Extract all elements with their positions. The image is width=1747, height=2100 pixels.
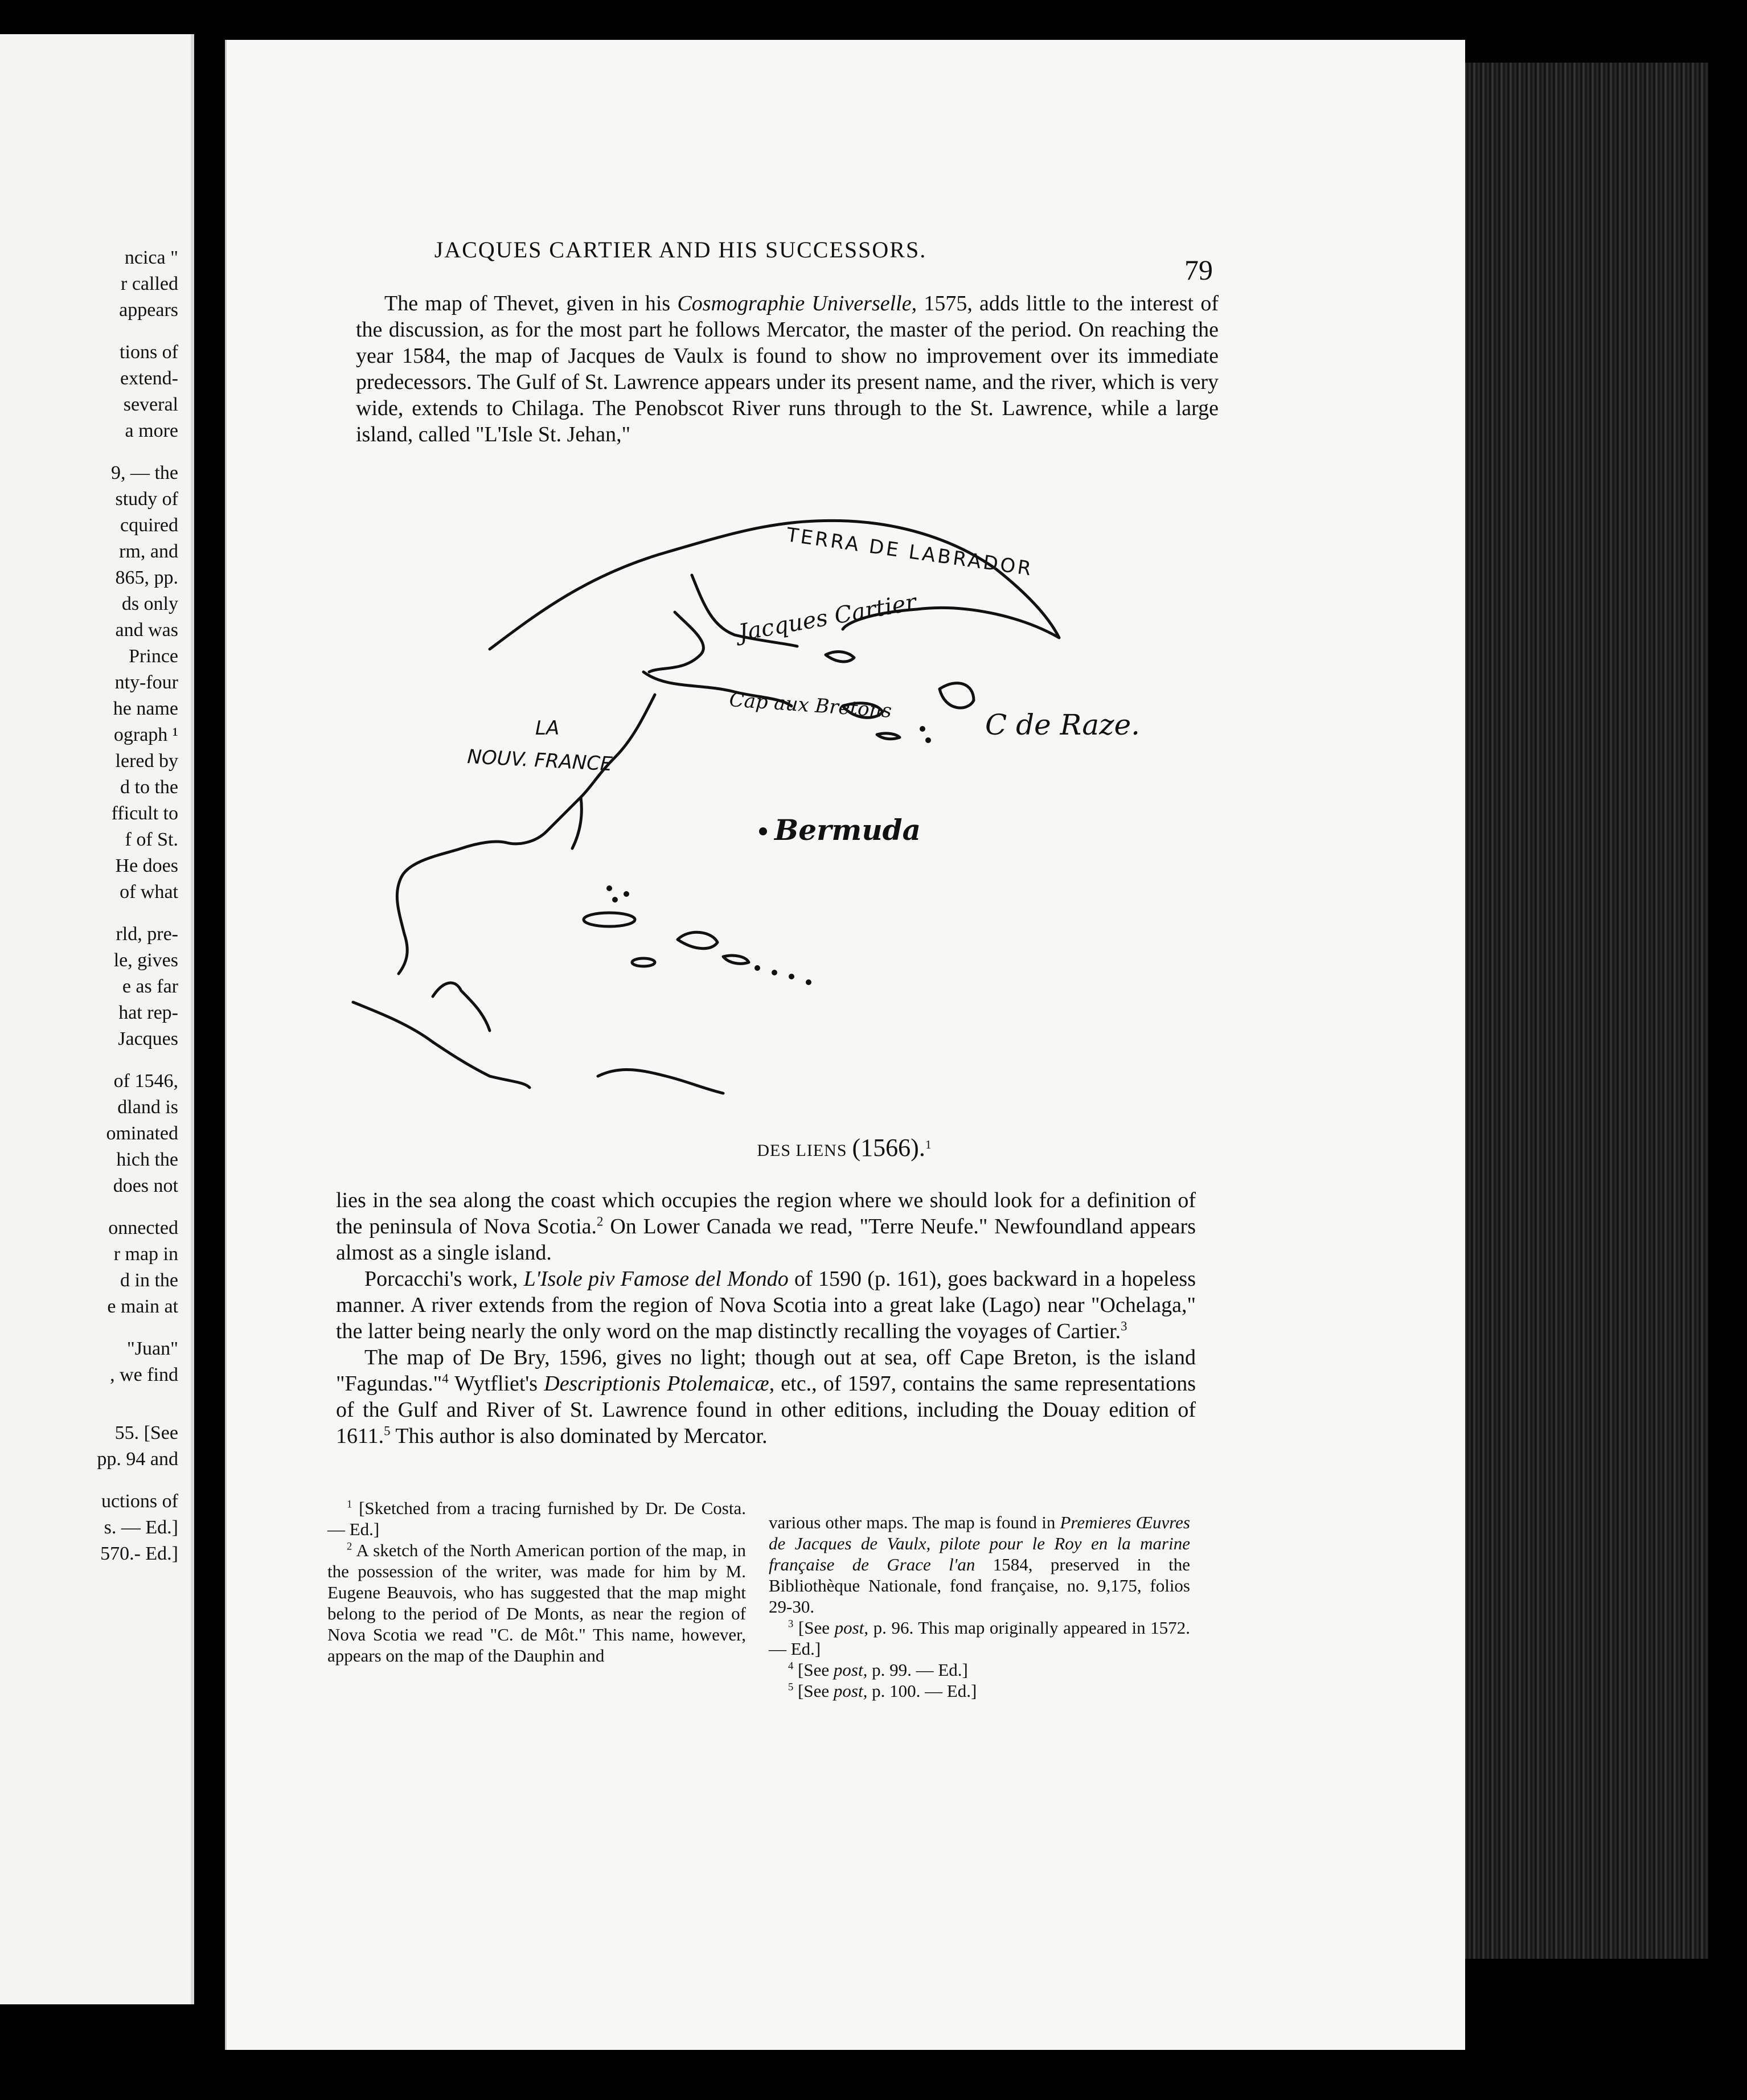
left-page-line: e main at (107, 1296, 178, 1317)
left-page-line: d to the (120, 777, 178, 798)
left-page-line: r map in (113, 1244, 178, 1265)
left-page-line: d in the (120, 1270, 178, 1291)
left-page-line: pp. 94 and (97, 1449, 178, 1470)
left-page-line: ograph ¹ (113, 724, 178, 745)
left-page-line: rld, pre- (116, 924, 178, 945)
left-page-line: 9, — the (110, 462, 178, 483)
left-page-fragment (0, 34, 194, 2004)
left-page-line: 865, pp. (115, 567, 178, 588)
left-page-line: dland is (117, 1097, 178, 1118)
left-page-line: r called (121, 273, 178, 294)
left-page-line: hat rep- (118, 1002, 178, 1023)
left-page-line: cquired (120, 515, 178, 536)
map-island-jamaica (632, 958, 655, 966)
left-page-line: does not (113, 1175, 178, 1196)
left-page-line: hich the (116, 1149, 178, 1170)
map-island-hispaniola (678, 932, 717, 948)
left-page-line: rm, and (119, 541, 178, 562)
map-label-cap-aux-bretons: Cap aux Bretons (728, 688, 893, 723)
map-island-sable (877, 733, 900, 739)
left-page-line: onnected (108, 1217, 178, 1238)
left-page-line: appears (119, 300, 178, 321)
left-page-line: extend- (120, 368, 178, 389)
map-figure-des-liens (347, 501, 1224, 1116)
footnotes-left-column: $^1$ [Sketched from a tracing furnished by Dr. De Costa. — Ed.] $^2$ A sketch of the North American portion of the map, in the possession of the writer, was made for him by M. Eugene Beauvois, who has suggested that the map might belong to the period of De Monts, as near the region of Nova Scotia we read "C. de Môt." This name, however, appears on the map of the Dauphin and (327, 1498, 746, 1666)
left-page-line: ominated (106, 1123, 178, 1144)
left-page-line: of what (120, 881, 178, 903)
map-island-st-jehan (826, 652, 854, 662)
left-page-line: nty-four (114, 672, 178, 693)
left-page-line: of 1546, (113, 1070, 178, 1092)
left-page-line: e as far (122, 976, 178, 997)
map-label-labrador: TERRA DE LABRADOR (785, 523, 1035, 581)
left-page-line: several (123, 394, 178, 415)
map-label-jacques-cartier: Jacques Cartier (736, 589, 918, 646)
left-page-line: ncica " (124, 247, 178, 268)
map-island-newfoundland (940, 683, 974, 708)
map-label-nouv-france: NOUV. FRANCE (466, 745, 613, 776)
book-page-edges (1463, 63, 1708, 1959)
map-island-cuba (584, 913, 635, 926)
left-page-line: fficult to (111, 803, 178, 824)
map-label-la: LA (535, 717, 560, 740)
left-page-line: uctions of (101, 1491, 178, 1512)
page-number: 79 (1184, 254, 1213, 286)
left-page-line: le, gives (113, 950, 178, 971)
left-page-line: 55. [See (114, 1422, 178, 1443)
running-title: JACQUES CARTIER AND HIS SUCCESSORS. (434, 237, 927, 262)
left-page-line: ds only (121, 593, 178, 614)
paragraph-body: lies in the sea along the coast which occupies the region where we should look for a definition of the peninsula of Nova Scotia.$^2$ On Lower Canada we read, "Terre Neufe." Newfoundland appears almost as a single island. Porcacchi's work, L'Isole piv Famose del Mondo of 1590 (p. 161), goes backward in a hopeless manner. A river extends from the region of Nova Scotia into a great lake (Lago) near "Ochelaga," the latter being nearly the only word on the map distinctly recalling the voyages of Cartier.$^3$ The map of De Bry, 1596, gives no light; though out at sea, off Cape Breton, is the island "Fagundas."$^4$ Wytfliet's Descriptionis Ptolemaicæ, etc., of 1597, contains the same representations of the Gulf and River of St. Lawrence found in other editions, including the Douay edition of 1611.$^5$ This author is also dominated by Mercator. (336, 1188, 1196, 1448)
left-page-line: and was (115, 620, 178, 641)
left-page-line: he name (113, 698, 178, 719)
left-page-line: "Juan" (126, 1338, 178, 1359)
map-south-america (598, 1069, 723, 1093)
left-page-line: lered by (115, 750, 178, 772)
map-dot (759, 827, 767, 835)
left-page-line: He does (115, 855, 178, 876)
left-page-line: tions of (120, 342, 178, 363)
map-label-c-de-raze: C de Raze. (985, 708, 1141, 741)
map-caption: DES LIENS (1566).$^1$ (757, 1134, 932, 1162)
map-central-america (353, 983, 530, 1088)
map-island-puerto-rico (723, 955, 749, 963)
footnotes-right-column: various other maps. The map is found in Premieres Œuvres de Jacques de Vaulx, pilote pour le Roy en la marine française de Grace l'an 1584, preserved in the Bibliothèque Nationale, fond française, no. 9,175, folios 29-30. $^3$ [See post, p. 96. This map originally appeared in 1572. — Ed.] $^4$ [See post, p. 99. — Ed.] $^5$ [See post, p. 100. — Ed.] (769, 1512, 1190, 1701)
left-page-line: 570.- Ed.] (100, 1543, 178, 1564)
map-east-coast (397, 695, 655, 974)
left-page-line: f of St. (125, 829, 178, 850)
map-label-bermuda: Bermuda (774, 813, 921, 847)
left-page-line: Jacques (118, 1028, 178, 1049)
left-page-line: s. — Ed.] (104, 1517, 178, 1538)
left-page-line: , we find (110, 1364, 178, 1385)
left-page-line: a more (125, 420, 178, 441)
left-page-line: Prince (129, 646, 178, 667)
paragraph-thevet: The map of Thevet, given in his Cosmographie Universelle, 1575, adds little to the interest of the discussion, as for the most part he follows Mercator, the master of the period. On reaching the year 1584, the map of Jacques de Vaulx is found to show no improvement over its immediate predecessors. The Gulf of St. Lawrence appears under its present name, and the river, which is very wide, extends to Chilaga. The Penobscot River runs through to the St. Lawrence, while a large island, called "L'Isle St. Jehan," (356, 292, 1219, 446)
left-page-line: study of (115, 489, 178, 510)
